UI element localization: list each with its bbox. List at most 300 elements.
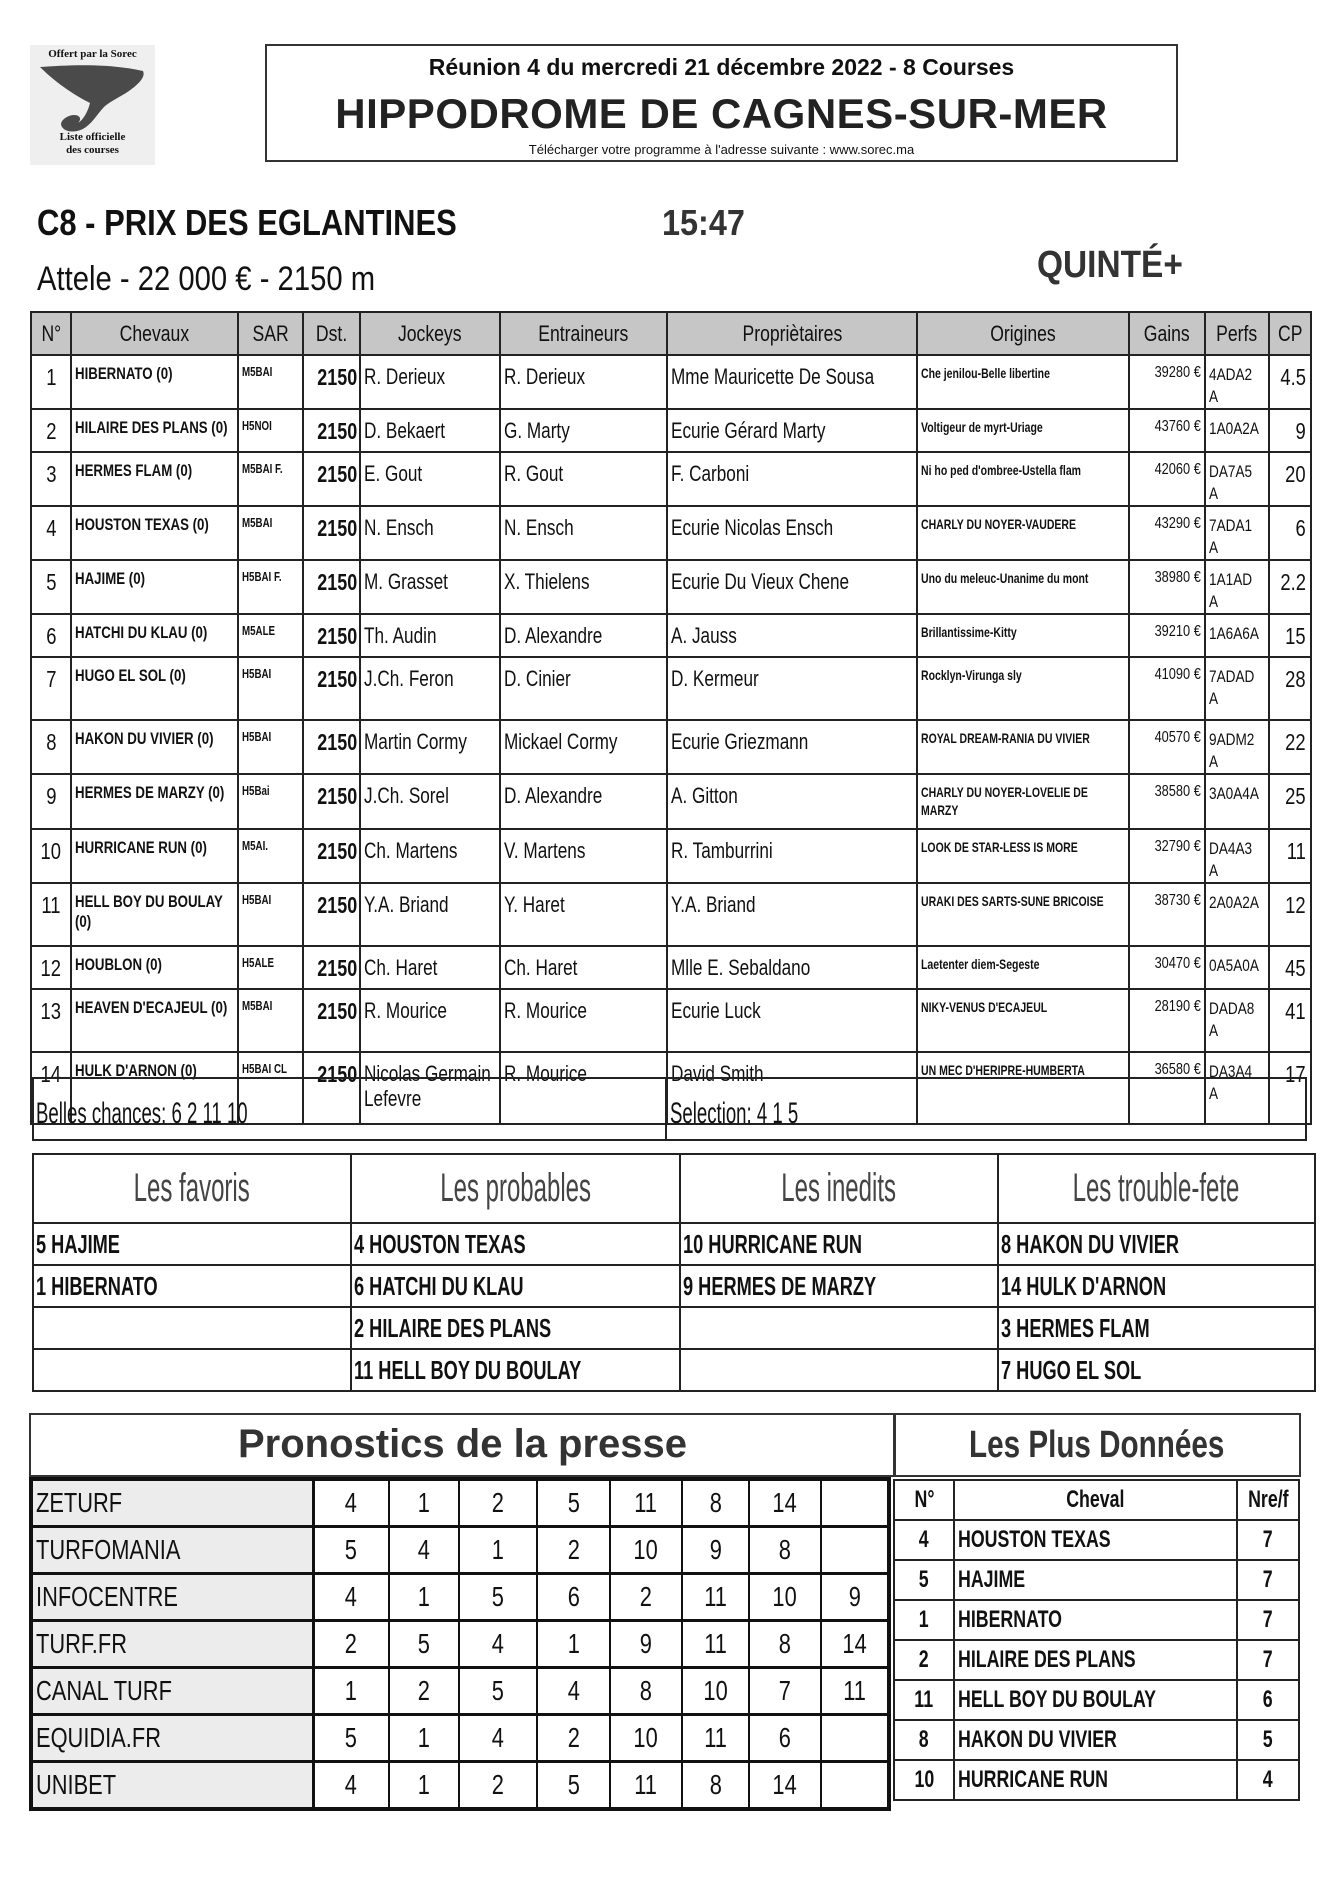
press-row	[31, 1527, 889, 1574]
runner-trainer	[500, 657, 667, 720]
category-cell-inedits	[680, 1307, 998, 1349]
runner-distance	[303, 560, 360, 614]
runner-owner	[667, 506, 917, 560]
runner-number-text: 6	[45, 623, 57, 649]
press-pick	[682, 1574, 749, 1621]
press-pick	[459, 1621, 537, 1668]
category-cell-probables-text: 11 HELL BOY DU BOULAY	[354, 1354, 582, 1385]
press-pick	[682, 1479, 749, 1527]
press-pick	[610, 1762, 682, 1810]
press-pick-text: 4	[345, 1487, 358, 1518]
press-pick-text: 10	[633, 1534, 659, 1565]
runner-sar	[238, 506, 303, 560]
most-picked-number	[894, 1520, 954, 1560]
runner-perfs-text: 2A0A2A	[1208, 893, 1259, 912]
press-pick	[459, 1479, 537, 1527]
category-cell-trouble-fete	[998, 1223, 1315, 1265]
runner-horse	[71, 614, 238, 657]
runner-owner-text: Ecurie Griezmann	[670, 729, 809, 754]
runner-number	[31, 409, 71, 452]
runner-jockey-text: Martin Cormy	[363, 729, 467, 754]
runner-origins-text: CHARLY DU NOYER-LOVELIE DE MARZY	[920, 784, 1088, 818]
category-row	[33, 1307, 1315, 1349]
most-picked-number-text: 4	[919, 1526, 929, 1553]
meeting-title: Réunion 4 du mercredi 21 décembre 2022 - 8 Courses	[428, 54, 1015, 80]
runner-origins-text: Rocklyn-Virunga sly	[920, 667, 1022, 683]
categories-header-row	[33, 1154, 1315, 1223]
most-picked-row	[894, 1720, 1299, 1760]
runner-number-text: 4	[45, 515, 57, 541]
runner-gains-text: 39210 €	[1154, 623, 1201, 640]
press-pick	[682, 1621, 749, 1668]
press-pick	[821, 1479, 889, 1527]
runner-horse-text: HELL BOY DU BOULAY (0)	[75, 892, 223, 931]
category-header-probables	[351, 1154, 680, 1223]
runner-row	[31, 883, 1311, 946]
runner-owner	[667, 774, 917, 829]
runner-number-text: 10	[40, 838, 62, 864]
most-picked-row	[894, 1640, 1299, 1680]
runner-horse-text: HUGO EL SOL (0)	[75, 666, 186, 685]
most-picked-count-text: 6	[1263, 1686, 1273, 1713]
col-header-jockey	[360, 312, 500, 355]
runner-sar-text: M5BAI	[242, 515, 273, 530]
runner-jockey-text: Nicolas Germain Lefevre	[363, 1061, 491, 1111]
most-picked-number	[894, 1720, 954, 1760]
belles-chances: Belles chances: 6 2 11 10	[36, 1097, 248, 1130]
runner-trainer-text: D. Alexandre	[503, 783, 603, 808]
runner-horse-text: HILAIRE DES PLANS (0)	[75, 418, 228, 437]
press-pick-text: 11	[843, 1675, 866, 1706]
runner-sar	[238, 946, 303, 989]
runner-owner-text: D. Kermeur	[670, 666, 759, 691]
runner-trainer	[500, 989, 667, 1052]
runner-origins-text: Voltigeur de myrt-Uriage	[920, 419, 1043, 435]
most-picked-count	[1237, 1600, 1299, 1640]
press-pick-text: 4	[491, 1722, 505, 1753]
runner-horse	[71, 989, 238, 1052]
most-picked-table	[893, 1479, 1300, 1801]
press-source	[31, 1479, 313, 1527]
press-pick	[610, 1715, 682, 1762]
press-pick-text: 8	[639, 1675, 653, 1706]
press-pick-text: 14	[772, 1487, 798, 1518]
runner-trainer	[500, 720, 667, 774]
runner-trainer	[500, 614, 667, 657]
runner-gains-text: 38580 €	[1154, 783, 1201, 800]
runner-trainer	[500, 774, 667, 829]
runner-row	[31, 657, 1311, 720]
press-pick-text: 6	[778, 1722, 792, 1753]
press-source	[31, 1527, 313, 1574]
runner-cp-text: 45	[1285, 955, 1306, 981]
press-pick	[749, 1621, 821, 1668]
runner-perfs-text: DADA8A	[1208, 999, 1255, 1040]
runner-owner-text: David Smith	[670, 1061, 764, 1086]
runner-origins-text: Che jenilou-Belle libertine	[920, 365, 1050, 381]
runner-horse	[71, 829, 238, 883]
runner-trainer-text: R. Gout	[503, 461, 564, 486]
runner-cp	[1269, 657, 1311, 720]
runner-number-text: 11	[41, 892, 61, 918]
most-picked-horse	[954, 1520, 1237, 1560]
press-pick	[459, 1574, 537, 1621]
runner-origins	[917, 560, 1129, 614]
meeting-header	[265, 44, 1178, 162]
runner-distance	[303, 883, 360, 946]
runner-horse-text: HIBERNATO (0)	[75, 364, 173, 383]
runner-row	[31, 989, 1311, 1052]
category-row	[33, 1349, 1315, 1391]
category-cell-inedits	[680, 1223, 998, 1265]
runner-gains	[1129, 883, 1205, 946]
runner-distance	[303, 720, 360, 774]
runner-owner	[667, 409, 917, 452]
runner-gains	[1129, 506, 1205, 560]
most-picked-horse-text: HURRICANE RUN	[958, 1766, 1108, 1793]
runner-sar	[238, 989, 303, 1052]
runner-distance	[303, 506, 360, 560]
category-cell-trouble-fete-text: 8 HAKON DU VIVIER	[1000, 1228, 1179, 1259]
most-picked-count-text: 5	[1263, 1726, 1273, 1753]
runner-number	[31, 946, 71, 989]
runner-sar-text: M5ALE	[242, 623, 276, 638]
press-row	[31, 1574, 889, 1621]
most-picked-horse-text: HAKON DU VIVIER	[958, 1726, 1117, 1753]
runner-gains-text: 41090 €	[1154, 666, 1201, 683]
press-pick-text: 1	[417, 1769, 431, 1800]
press-pick-text: 10	[703, 1675, 728, 1706]
runner-jockey-text: R. Derieux	[363, 364, 446, 389]
runner-jockey	[360, 355, 500, 409]
runner-cp-text: 20	[1285, 461, 1306, 487]
runner-horse-text: HOUBLON (0)	[75, 955, 162, 974]
most-picked-count-text: 7	[1263, 1566, 1273, 1593]
press-pick-text: 4	[491, 1628, 505, 1659]
col-header-trainer	[500, 312, 667, 355]
press-pick	[537, 1715, 610, 1762]
runner-jockey	[360, 452, 500, 506]
runner-origins	[917, 452, 1129, 506]
press-pick	[749, 1668, 821, 1715]
runner-trainer-text: N. Ensch	[503, 515, 574, 540]
runner-origins-text: CHARLY DU NOYER-VAUDERE	[920, 516, 1076, 532]
category-cell-probables-text: 2 HILAIRE DES PLANS	[354, 1312, 552, 1343]
runner-gains	[1129, 657, 1205, 720]
runner-trainer	[500, 409, 667, 452]
runner-number-text: 3	[45, 461, 57, 487]
runner-gains-text: 38730 €	[1154, 892, 1201, 909]
press-pick-text: 2	[567, 1722, 580, 1753]
runner-perfs-text: 4ADA2A	[1208, 365, 1253, 406]
runner-origins	[917, 989, 1129, 1052]
press-pick-text: 2	[567, 1534, 580, 1565]
runner-origins-text: URAKI DES SARTS-SUNE BRICOISE	[920, 893, 1104, 909]
runner-distance-text: 2150	[317, 623, 357, 649]
press-pick-text: 2	[639, 1581, 653, 1612]
press-source	[31, 1668, 313, 1715]
runner-distance	[303, 989, 360, 1052]
runner-trainer	[500, 883, 667, 946]
runner-trainer	[500, 452, 667, 506]
runner-perfs	[1205, 883, 1269, 946]
runner-sar-text: H5BAI	[242, 729, 272, 744]
runner-perfs-text: 9ADM2A	[1208, 730, 1255, 771]
category-header-probables-text: Les probables	[439, 1166, 591, 1210]
col-header-sar	[238, 312, 303, 355]
press-pick	[821, 1527, 889, 1574]
press-pick-text: 5	[491, 1675, 505, 1706]
press-pick-text: 8	[709, 1487, 722, 1518]
press-pick	[389, 1621, 459, 1668]
runner-trainer	[500, 506, 667, 560]
runner-sar	[238, 355, 303, 409]
most-picked-count	[1237, 1520, 1299, 1560]
press-pick-text: 14	[772, 1769, 798, 1800]
runner-trainer-text: G. Marty	[503, 418, 570, 443]
col-header-cp-label: CP	[1277, 320, 1303, 346]
runner-number	[31, 774, 71, 829]
runner-sar-text: H5BAI F.	[242, 569, 282, 584]
runner-distance	[303, 355, 360, 409]
runners-table	[30, 311, 1312, 1125]
category-cell-favorites	[33, 1349, 351, 1391]
runner-gains	[1129, 452, 1205, 506]
most-picked-horse	[954, 1640, 1237, 1680]
category-cell-trouble-fete	[998, 1307, 1315, 1349]
runner-distance-text: 2150	[317, 729, 357, 755]
runner-sar	[238, 614, 303, 657]
race-time: 15:47	[662, 202, 745, 243]
most-picked-header-horse-text: Cheval	[1066, 1486, 1125, 1513]
runner-row	[31, 355, 1311, 409]
runner-sar	[238, 774, 303, 829]
runner-trainer	[500, 560, 667, 614]
most-picked-number	[894, 1600, 954, 1640]
runner-trainer	[500, 946, 667, 989]
runner-perfs	[1205, 829, 1269, 883]
most-picked-number-text: 8	[919, 1726, 929, 1753]
press-table	[29, 1477, 891, 1811]
runner-cp-text: 28	[1285, 666, 1306, 692]
col-header-horse	[71, 312, 238, 355]
runner-distance-text: 2150	[317, 955, 357, 981]
press-source	[31, 1762, 313, 1810]
category-row	[33, 1223, 1315, 1265]
runner-gains-text: 32790 €	[1154, 838, 1201, 855]
category-cell-probables-text: 6 HATCHI DU KLAU	[354, 1270, 524, 1301]
runner-trainer-text: X. Thielens	[503, 569, 590, 594]
runner-owner	[667, 989, 917, 1052]
runner-perfs	[1205, 989, 1269, 1052]
press-source-text: CANAL TURF	[36, 1675, 172, 1706]
runner-distance-text: 2150	[317, 783, 357, 809]
runner-horse	[71, 774, 238, 829]
runner-cp	[1269, 774, 1311, 829]
runner-row	[31, 946, 1311, 989]
press-pick	[537, 1479, 610, 1527]
runner-sar	[238, 720, 303, 774]
runner-number-text: 13	[40, 998, 62, 1024]
press-pick-text: 11	[634, 1487, 658, 1518]
press-pick-text: 11	[704, 1581, 727, 1612]
press-pick	[821, 1715, 889, 1762]
press-pick-text: 7	[778, 1675, 792, 1706]
col-header-distance-label: Dst.	[315, 320, 348, 346]
runner-number-text: 5	[45, 569, 57, 595]
press-pick	[389, 1479, 459, 1527]
runner-sar-text: H5BAI	[242, 666, 272, 681]
runner-trainer	[500, 829, 667, 883]
runner-sar-text: H5NOI	[242, 418, 272, 433]
press-row	[31, 1621, 889, 1668]
runner-jockey-text: Ch. Martens	[363, 838, 458, 863]
runner-number	[31, 883, 71, 946]
runner-perfs	[1205, 560, 1269, 614]
runner-gains-text: 43760 €	[1154, 418, 1201, 435]
venue-title: HIPPODROME DE CAGNES-SUR-MER	[335, 90, 1108, 137]
press-pick-text: 11	[704, 1722, 727, 1753]
press-pick-text: 1	[417, 1722, 431, 1753]
press-pick-text: 9	[639, 1628, 653, 1659]
runner-owner	[667, 355, 917, 409]
most-picked-horse	[954, 1720, 1237, 1760]
runner-cp-text: 25	[1285, 783, 1306, 809]
runner-sar-text: M5BAI	[242, 998, 273, 1013]
runner-number	[31, 506, 71, 560]
runner-cp	[1269, 506, 1311, 560]
press-pick-text: 2	[491, 1487, 505, 1518]
runner-row	[31, 774, 1311, 829]
most-picked-number-text: 10	[914, 1766, 934, 1793]
press-pick-text: 5	[491, 1581, 505, 1612]
runner-number-text: 7	[45, 666, 57, 692]
runner-origins	[917, 506, 1129, 560]
press-pick	[313, 1527, 389, 1574]
runner-distance-text: 2150	[317, 515, 357, 541]
runner-horse	[71, 946, 238, 989]
runner-perfs	[1205, 355, 1269, 409]
press-pick	[682, 1527, 749, 1574]
runner-horse	[71, 409, 238, 452]
runner-row	[31, 560, 1311, 614]
runner-perfs	[1205, 657, 1269, 720]
runner-number	[31, 989, 71, 1052]
runner-sar-text: H5BAI CL	[242, 1061, 287, 1076]
runner-distance-text: 2150	[317, 1061, 357, 1087]
runner-perfs	[1205, 614, 1269, 657]
press-pick	[389, 1527, 459, 1574]
runner-number	[31, 720, 71, 774]
runner-owner	[667, 614, 917, 657]
runner-distance	[303, 614, 360, 657]
col-header-gains-label: Gains	[1143, 320, 1190, 346]
category-cell-probables	[351, 1349, 680, 1391]
press-pick	[389, 1762, 459, 1810]
category-cell-trouble-fete-text: 3 HERMES FLAM	[1000, 1312, 1150, 1343]
runner-perfs	[1205, 774, 1269, 829]
press-pick-text: 4	[417, 1534, 431, 1565]
runner-cp	[1269, 946, 1311, 989]
press-pick	[389, 1668, 459, 1715]
runner-gains	[1129, 946, 1205, 989]
runner-number-text: 8	[45, 729, 57, 755]
runner-trainer-text: D. Alexandre	[503, 623, 603, 648]
col-header-gains	[1129, 312, 1205, 355]
runner-gains	[1129, 409, 1205, 452]
category-cell-probables	[351, 1223, 680, 1265]
runner-jockey	[360, 883, 500, 946]
runner-number	[31, 560, 71, 614]
most-picked-horse-text: HILAIRE DES PLANS	[958, 1646, 1136, 1673]
press-pick	[459, 1668, 537, 1715]
runner-jockey-text: D. Bekaert	[363, 418, 446, 443]
runner-number	[31, 355, 71, 409]
press-pick-text: 5	[567, 1487, 580, 1518]
runner-jockey	[360, 614, 500, 657]
runner-gains	[1129, 355, 1205, 409]
runner-jockey	[360, 560, 500, 614]
runner-cp	[1269, 989, 1311, 1052]
press-source-text: UNIBET	[36, 1769, 117, 1800]
runner-perfs-text: DA4A3A	[1208, 839, 1253, 880]
press-pick	[537, 1621, 610, 1668]
runner-jockey-text: E. Gout	[363, 461, 423, 486]
picks-box	[32, 1077, 1307, 1141]
runner-cp	[1269, 355, 1311, 409]
runner-row	[31, 614, 1311, 657]
runner-distance	[303, 657, 360, 720]
most-picked-count-text: 7	[1263, 1526, 1273, 1553]
runner-number	[31, 657, 71, 720]
runner-trainer-text: Y. Haret	[503, 892, 565, 917]
press-pick	[313, 1762, 389, 1810]
runner-jockey	[360, 409, 500, 452]
press-pick	[749, 1762, 821, 1810]
press-pick	[313, 1715, 389, 1762]
runner-horse-text: HULK D'ARNON (0)	[75, 1061, 197, 1080]
col-header-num-label: N°	[41, 320, 61, 346]
runner-owner-text: A. Jauss	[670, 623, 737, 648]
runner-cp	[1269, 720, 1311, 774]
category-cell-trouble-fete	[998, 1265, 1315, 1307]
most-picked-horse-text: HELL BOY DU BOULAY	[958, 1686, 1157, 1713]
press-pick-text: 9	[848, 1581, 861, 1612]
runner-jockey	[360, 657, 500, 720]
runner-sar-text: H5ALE	[242, 955, 274, 970]
most-picked-title-text: Les Plus Données	[969, 1424, 1225, 1466]
category-cell-favorites	[33, 1265, 351, 1307]
runner-sar-text: H5BAI	[242, 892, 272, 907]
runner-cp-text: 15	[1285, 623, 1306, 649]
runner-origins	[917, 946, 1129, 989]
category-cell-favorites-text: 5 HAJIME	[36, 1228, 120, 1259]
runner-origins	[917, 657, 1129, 720]
category-header-favorites-text: Les favoris	[133, 1166, 251, 1210]
most-picked-number-text: 1	[919, 1606, 929, 1633]
press-pick	[682, 1715, 749, 1762]
runner-horse-text: HAJIME (0)	[75, 569, 145, 588]
most-picked-number-text: 5	[919, 1566, 929, 1593]
runner-distance	[303, 829, 360, 883]
most-picked-count	[1237, 1720, 1299, 1760]
runner-horse	[71, 506, 238, 560]
press-source-text: INFOCENTRE	[36, 1581, 178, 1612]
press-pick-text: 1	[345, 1675, 358, 1706]
runner-trainer	[500, 355, 667, 409]
press-pick	[313, 1479, 389, 1527]
most-picked-header-num-text: N°	[914, 1486, 934, 1513]
